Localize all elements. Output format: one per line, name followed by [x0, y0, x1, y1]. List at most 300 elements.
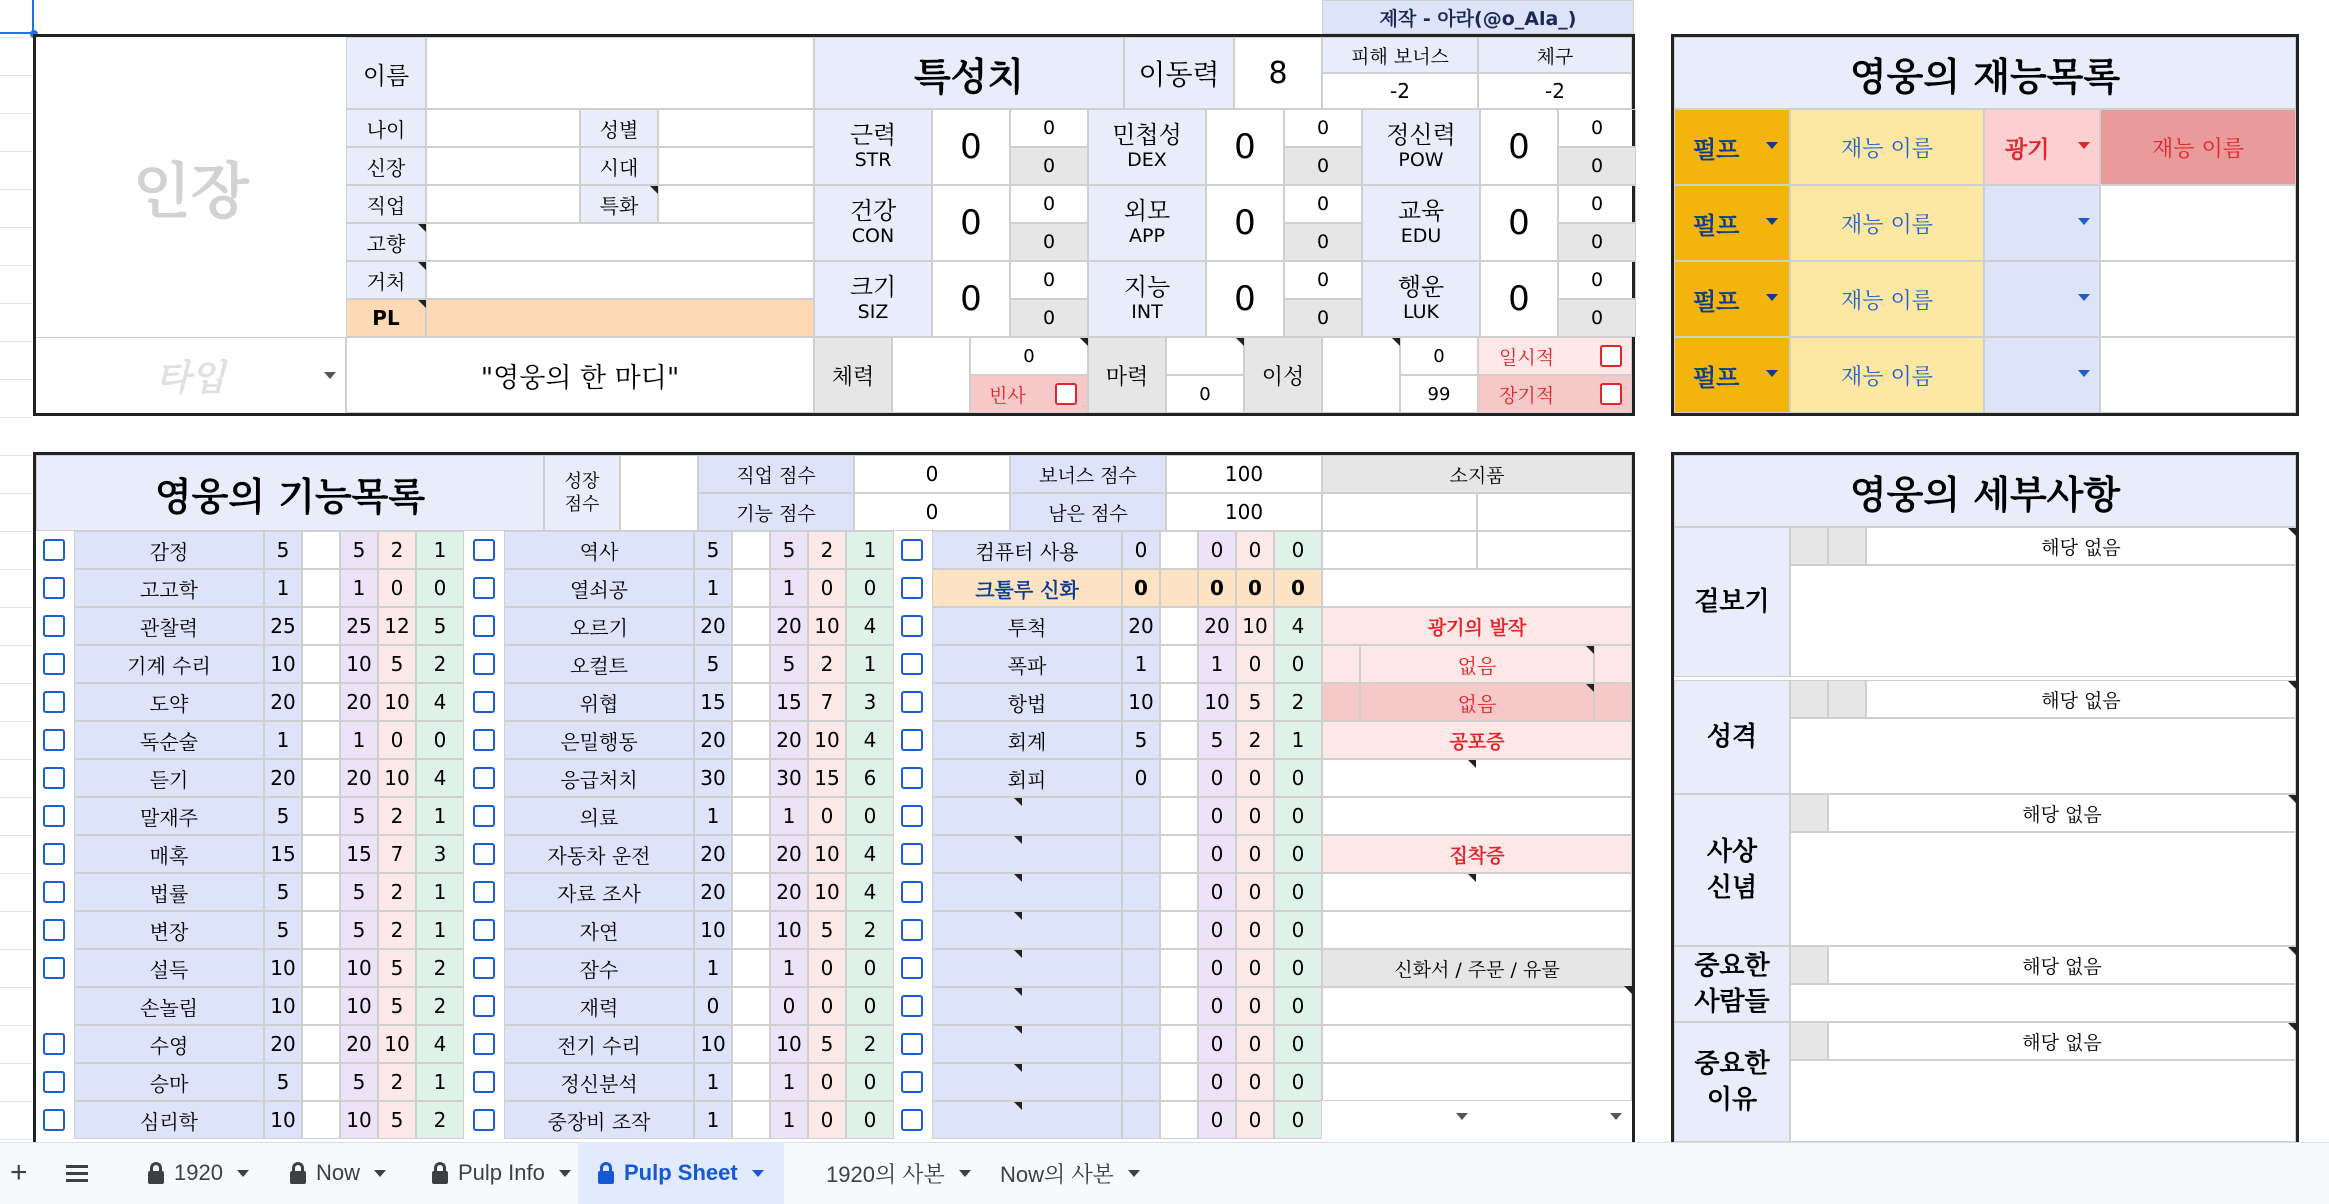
skill-name[interactable]: 재력 [504, 987, 694, 1025]
skill-checkbox[interactable] [43, 615, 65, 637]
skill-name[interactable]: 감정 [74, 531, 264, 569]
skill-points-field[interactable] [1160, 1063, 1198, 1101]
skill-name[interactable]: 전기 수리 [504, 1025, 694, 1063]
skill-half: 0 [808, 949, 846, 987]
detail-notes-field[interactable] [1790, 718, 2296, 794]
skill-points-field[interactable] [302, 531, 340, 569]
talent-type-select[interactable]: 펄프 [1674, 261, 1790, 337]
skill-name[interactable]: 크툴루 신화 [932, 569, 1122, 607]
skill-checkbox[interactable] [43, 1071, 65, 1093]
dying-checkbox[interactable] [1055, 383, 1077, 405]
madness-bout-value[interactable]: 없음 [1360, 683, 1594, 721]
detail-tag-field[interactable] [1828, 527, 1866, 565]
lock-icon [432, 1162, 448, 1184]
sheet-tab-pulp-sheet[interactable] [578, 1142, 784, 1204]
inventory-item[interactable] [1322, 1063, 1632, 1101]
talent-name[interactable]: 재능 이름 [1790, 109, 1984, 185]
skill-points-field[interactable] [732, 721, 770, 759]
talent-type-select[interactable]: 펄프 [1674, 185, 1790, 261]
chevron-down-icon[interactable] [559, 1170, 571, 1177]
era-field[interactable] [658, 147, 814, 185]
skill-name[interactable]: 독순술 [74, 721, 264, 759]
skill-name[interactable]: 응급처치 [504, 759, 694, 797]
inventory-item[interactable] [1322, 569, 1632, 607]
lock-icon [598, 1162, 614, 1184]
chevron-down-icon[interactable] [752, 1170, 764, 1177]
skill-fifth: 0 [846, 987, 894, 1025]
chevron-down-icon [1610, 1113, 1622, 1120]
chevron-down-icon[interactable] [959, 1170, 971, 1177]
skill-points-field[interactable] [1160, 1101, 1198, 1139]
skill-name[interactable]: 듣기 [74, 759, 264, 797]
sheet-tab-pulp-info[interactable] [432, 1142, 571, 1204]
skill-name[interactable] [932, 1063, 1122, 1101]
madness-talent-select[interactable]: 광기 [1984, 109, 2100, 185]
detail-notes-field[interactable] [1790, 832, 2296, 946]
note-marker-icon [1014, 1026, 1022, 1034]
skill-half: 0 [1236, 873, 1274, 911]
talent-type-select[interactable]: 펄프 [1674, 109, 1790, 185]
indefinite-insanity-checkbox[interactable] [1600, 383, 1622, 405]
skill-points-field[interactable] [1160, 797, 1198, 835]
skill-checkbox[interactable] [43, 577, 65, 599]
skill-checkbox[interactable] [43, 767, 65, 789]
chevron-down-icon [1766, 142, 1778, 149]
stat-value-con[interactable]: 0 [932, 185, 1010, 261]
name-field[interactable] [426, 37, 814, 109]
skill-points-field[interactable] [732, 569, 770, 607]
skill-checkbox[interactable] [473, 539, 495, 561]
skill-points-field[interactable] [732, 607, 770, 645]
era-label: 시대 [580, 147, 658, 185]
move-label: 이동력 [1124, 37, 1234, 109]
growth-points-field[interactable] [620, 455, 698, 531]
add-sheet-button[interactable]: + [10, 1156, 28, 1189]
note-marker-icon [1014, 874, 1022, 882]
skill-base: 5 [264, 531, 302, 569]
skill-total: 30 [770, 759, 808, 797]
height-field[interactable] [426, 147, 580, 185]
skill-name[interactable]: 은밀행동 [504, 721, 694, 759]
sanity-value[interactable]: 0 [1400, 337, 1478, 375]
skill-name[interactable]: 수영 [74, 1025, 264, 1063]
detail-value[interactable]: 해당 없음 [1866, 527, 2296, 565]
skill-checkbox[interactable] [43, 881, 65, 903]
skill-checkbox[interactable] [43, 919, 65, 941]
inventory-item[interactable] [1322, 531, 1477, 569]
skill-fifth: 6 [846, 759, 894, 797]
skill-checkbox[interactable] [473, 881, 495, 903]
skill-checkbox[interactable] [473, 843, 495, 865]
skill-checkbox[interactable] [473, 805, 495, 827]
skill-checkbox[interactable] [901, 767, 923, 789]
detail-tag-field[interactable] [1790, 680, 1828, 718]
skill-total: 0 [1198, 797, 1236, 835]
skill-points-label: 기능 점수 [698, 493, 854, 531]
hp-max-field[interactable] [892, 337, 970, 413]
skill-half: 2 [1236, 721, 1274, 759]
inventory-item[interactable] [1322, 493, 1477, 531]
skill-checkbox[interactable] [901, 691, 923, 713]
skill-name[interactable] [932, 1025, 1122, 1063]
skill-points-field[interactable] [1160, 949, 1198, 987]
skill-name[interactable] [932, 949, 1122, 987]
skill-points-field[interactable] [732, 949, 770, 987]
detail-notes-field[interactable] [1790, 984, 2296, 1022]
skill-fifth: 4 [416, 683, 464, 721]
skill-checkbox[interactable] [901, 995, 923, 1017]
skill-name[interactable] [932, 873, 1122, 911]
madness-talent-name[interactable] [2100, 337, 2296, 413]
skill-checkbox[interactable] [473, 615, 495, 637]
talent-name[interactable]: 재능 이름 [1790, 261, 1984, 337]
skill-points-field[interactable] [1160, 645, 1198, 683]
skill-checkbox[interactable] [43, 539, 65, 561]
inventory-item[interactable] [1322, 873, 1632, 911]
skill-checkbox[interactable] [473, 767, 495, 789]
skill-name[interactable]: 의료 [504, 797, 694, 835]
skill-checkbox[interactable] [901, 805, 923, 827]
skill-checkbox[interactable] [43, 1109, 65, 1131]
skill-name[interactable]: 중장비 조작 [504, 1101, 694, 1139]
skill-name[interactable]: 변장 [74, 911, 264, 949]
skill-points-field[interactable] [302, 759, 340, 797]
skill-total: 1 [770, 569, 808, 607]
skill-points-field[interactable] [1160, 911, 1198, 949]
skill-name[interactable]: 자료 조사 [504, 873, 694, 911]
inventory-item[interactable] [1322, 1025, 1632, 1063]
madness-bout-value[interactable]: 없음 [1360, 645, 1594, 683]
skill-points-field[interactable] [302, 949, 340, 987]
skill-fifth: 2 [416, 1101, 464, 1139]
skill-name[interactable]: 잠수 [504, 949, 694, 987]
detail-value[interactable]: 해당 없음 [1828, 1022, 2296, 1060]
skill-name[interactable]: 위협 [504, 683, 694, 721]
hp-label: 체력 [814, 337, 892, 413]
indefinite-insanity-label: 장기적 [1478, 375, 1632, 413]
skill-points-field[interactable] [302, 1063, 340, 1101]
inventory-item[interactable] [1477, 493, 1632, 531]
skill-points-field[interactable] [1160, 873, 1198, 911]
skill-name[interactable]: 기계 수리 [74, 645, 264, 683]
inventory-side-cell[interactable] [1594, 683, 1632, 721]
mp-max-field[interactable] [1166, 337, 1244, 375]
skill-points-field[interactable] [302, 645, 340, 683]
skill-checkbox[interactable] [901, 919, 923, 941]
detail-tag-field[interactable] [1790, 946, 1828, 984]
type-select[interactable] [36, 337, 346, 413]
note-marker-icon [2288, 795, 2296, 803]
stat-fifth-pow: 0 [1558, 147, 1636, 185]
skill-name[interactable]: 승마 [74, 1063, 264, 1101]
skill-total: 1 [340, 569, 378, 607]
temporary-insanity-checkbox[interactable] [1600, 345, 1622, 367]
skill-name[interactable]: 항법 [932, 683, 1122, 721]
skill-checkbox[interactable] [901, 577, 923, 599]
skill-name[interactable]: 법률 [74, 873, 264, 911]
skill-points-field[interactable] [1160, 987, 1198, 1025]
skill-points-field[interactable] [732, 1025, 770, 1063]
skill-points-field[interactable] [1160, 531, 1198, 569]
skill-points-field[interactable] [302, 569, 340, 607]
skill-points-field[interactable] [732, 911, 770, 949]
sheet-tab-now[interactable] [290, 1142, 386, 1204]
talent-type-select[interactable]: 펄프 [1674, 337, 1790, 413]
stat-half-app: 0 [1284, 185, 1362, 223]
skill-points-field[interactable] [732, 759, 770, 797]
inventory-side-cell[interactable] [1322, 683, 1360, 721]
skill-fifth: 0 [1274, 835, 1322, 873]
hometown-label: 고향 [346, 223, 426, 261]
skill-name[interactable] [932, 835, 1122, 873]
skill-checkbox[interactable] [901, 1109, 923, 1131]
inventory-side-cell[interactable] [1594, 645, 1632, 683]
skill-fifth: 1 [846, 645, 894, 683]
detail-notes-field[interactable] [1790, 565, 2296, 677]
skill-name[interactable]: 고고학 [74, 569, 264, 607]
age-field[interactable] [426, 109, 580, 147]
skill-base: 5 [264, 797, 302, 835]
madness-talent-name[interactable] [2100, 185, 2296, 261]
move-value[interactable]: 8 [1234, 37, 1322, 109]
skill-total: 25 [340, 607, 378, 645]
skill-name[interactable]: 자연 [504, 911, 694, 949]
skill-checkbox[interactable] [901, 881, 923, 903]
skill-points-field[interactable] [302, 987, 340, 1025]
skill-points-field[interactable] [732, 645, 770, 683]
seal-placeholder[interactable]: 인장 [133, 157, 249, 227]
skill-checkbox[interactable] [43, 957, 65, 979]
detail-tag-field[interactable] [1790, 527, 1828, 565]
skill-checkbox[interactable] [901, 653, 923, 675]
skill-points-field[interactable] [732, 873, 770, 911]
hero-quote[interactable]: "영웅의 한 마디" [346, 337, 814, 413]
skill-name[interactable]: 열쇠공 [504, 569, 694, 607]
hp-value[interactable]: 0 [970, 337, 1088, 375]
skill-name[interactable]: 자동차 운전 [504, 835, 694, 873]
skill-points-field[interactable] [1160, 569, 1198, 607]
all-sheets-menu-icon[interactable] [66, 1163, 88, 1183]
skill-total: 5 [340, 531, 378, 569]
note-marker-icon [1014, 836, 1022, 844]
skill-base: 0 [1122, 569, 1160, 607]
dying-label: 빈사 [970, 375, 1088, 413]
mp-value[interactable]: 0 [1166, 375, 1244, 413]
skill-points-field[interactable] [732, 683, 770, 721]
bonus-points-value[interactable]: 100 [1166, 455, 1322, 493]
skill-name[interactable]: 말재주 [74, 797, 264, 835]
age-label: 나이 [346, 109, 426, 147]
specialty-field[interactable] [658, 185, 814, 223]
skill-checkbox[interactable] [43, 691, 65, 713]
skill-name[interactable]: 투척 [932, 607, 1122, 645]
skill-points-field[interactable] [732, 797, 770, 835]
residence-field[interactable] [426, 261, 814, 299]
skill-name[interactable]: 회계 [932, 721, 1122, 759]
inventory-item[interactable] [1322, 797, 1632, 835]
skill-name[interactable]: 도약 [74, 683, 264, 721]
skill-checkbox[interactable] [901, 729, 923, 751]
skill-half: 5 [378, 987, 416, 1025]
stat-half-int: 0 [1284, 261, 1362, 299]
stat-value-pow[interactable]: 0 [1480, 109, 1558, 185]
skill-points-field[interactable] [1160, 1025, 1198, 1063]
skill-points-field[interactable] [1160, 759, 1198, 797]
skill-points-field[interactable] [1160, 683, 1198, 721]
skill-half: 2 [378, 1063, 416, 1101]
skill-checkbox[interactable] [901, 615, 923, 637]
skill-points-field[interactable] [302, 683, 340, 721]
skill-name[interactable]: 설득 [74, 949, 264, 987]
detail-tag-field[interactable] [1790, 1022, 1828, 1060]
note-marker-icon [1586, 646, 1594, 654]
skill-points-field[interactable] [302, 1025, 340, 1063]
skill-total: 0 [1198, 835, 1236, 873]
skill-checkbox[interactable] [43, 729, 65, 751]
hometown-field[interactable] [426, 223, 814, 261]
skill-name[interactable]: 컴퓨터 사용 [932, 531, 1122, 569]
skill-total: 20 [340, 1025, 378, 1063]
note-marker-icon [418, 300, 426, 308]
skill-checkbox[interactable] [473, 653, 495, 675]
skill-name[interactable] [932, 1101, 1122, 1139]
skill-points-field[interactable] [302, 797, 340, 835]
skill-total: 20 [1198, 607, 1236, 645]
detail-notes-field[interactable] [1790, 1060, 2296, 1142]
sheet-tab-now의-사본[interactable] [1000, 1142, 1140, 1204]
skill-checkbox[interactable] [901, 843, 923, 865]
skill-points-field[interactable] [1160, 607, 1198, 645]
skill-base: 0 [1122, 531, 1160, 569]
skill-name[interactable]: 오르기 [504, 607, 694, 645]
chevron-down-icon[interactable] [1128, 1170, 1140, 1177]
stat-value-int[interactable]: 0 [1206, 261, 1284, 337]
talent-name[interactable]: 재능 이름 [1790, 337, 1984, 413]
inventory-item[interactable] [1477, 531, 1632, 569]
skill-half: 0 [808, 987, 846, 1025]
chevron-down-icon[interactable] [374, 1170, 386, 1177]
skill-name[interactable]: 매혹 [74, 835, 264, 873]
stat-label-app [1088, 185, 1206, 261]
sheet-tab-1920의-사본[interactable] [826, 1142, 971, 1204]
inventory-item[interactable] [1322, 759, 1632, 797]
skill-name[interactable]: 폭파 [932, 645, 1122, 683]
stat-value-edu[interactable]: 0 [1480, 185, 1558, 261]
skill-checkbox[interactable] [473, 1033, 495, 1055]
skill-base: 20 [694, 873, 732, 911]
skill-checkbox[interactable] [901, 1033, 923, 1055]
skill-checkbox[interactable] [43, 843, 65, 865]
stat-value-dex[interactable]: 0 [1206, 109, 1284, 185]
skill-name[interactable]: 정신분석 [504, 1063, 694, 1101]
detail-value[interactable]: 해당 없음 [1828, 794, 2296, 832]
stat-value-luk[interactable]: 0 [1480, 261, 1558, 337]
skill-checkbox[interactable] [473, 995, 495, 1017]
skill-checkbox[interactable] [473, 691, 495, 713]
skill-checkbox[interactable] [473, 729, 495, 751]
job-field[interactable] [426, 185, 580, 223]
skill-points-field[interactable] [732, 987, 770, 1025]
stat-abbr: POW [1398, 148, 1444, 171]
skill-points-field[interactable] [302, 911, 340, 949]
stat-value-siz[interactable]: 0 [932, 261, 1010, 337]
skill-name[interactable] [932, 987, 1122, 1025]
skill-points-field[interactable] [732, 1101, 770, 1139]
detail-value[interactable]: 해당 없음 [1866, 680, 2296, 718]
skill-points-field[interactable] [302, 835, 340, 873]
skill-name[interactable]: 회피 [932, 759, 1122, 797]
talent-name[interactable]: 재능 이름 [1790, 185, 1984, 261]
note-marker-icon [1014, 912, 1022, 920]
skill-checkbox[interactable] [473, 957, 495, 979]
skill-points-field[interactable] [302, 1101, 340, 1139]
skill-points-field[interactable] [732, 835, 770, 873]
skill-base: 20 [694, 835, 732, 873]
skill-checkbox[interactable] [473, 1109, 495, 1131]
detail-tag-field[interactable] [1790, 794, 1828, 832]
skill-checkbox[interactable] [473, 577, 495, 599]
skill-name[interactable] [932, 911, 1122, 949]
skill-name[interactable]: 오컬트 [504, 645, 694, 683]
skill-checkbox[interactable] [901, 957, 923, 979]
chevron-down-icon [2078, 294, 2090, 301]
sex-field[interactable] [658, 109, 814, 147]
skill-checkbox[interactable] [473, 919, 495, 941]
skill-points-field[interactable] [732, 531, 770, 569]
inventory-item[interactable] [1322, 987, 1632, 1025]
skill-name[interactable]: 관찰력 [74, 607, 264, 645]
madness-talent-name[interactable]: 재능 이름 [2100, 109, 2296, 185]
stat-name: 지능 [1123, 273, 1171, 302]
skill-total: 5 [1198, 721, 1236, 759]
inventory-side-cell[interactable] [1322, 645, 1360, 683]
skill-checkbox[interactable] [901, 539, 923, 561]
skill-checkbox[interactable] [43, 805, 65, 827]
skill-fifth: 0 [416, 721, 464, 759]
skill-checkbox[interactable] [43, 653, 65, 675]
skill-points-field[interactable] [1160, 721, 1198, 759]
skill-points-field[interactable] [302, 721, 340, 759]
detail-value[interactable]: 해당 없음 [1828, 946, 2296, 984]
stat-value-app[interactable]: 0 [1206, 185, 1284, 261]
stat-half-str: 0 [1010, 109, 1088, 147]
skill-total: 20 [770, 835, 808, 873]
skill-checkbox[interactable] [473, 1071, 495, 1093]
inventory-item[interactable] [1322, 911, 1632, 949]
skill-points-field[interactable] [732, 1063, 770, 1101]
skill-points-field[interactable] [1160, 835, 1198, 873]
sheet-tab-1920[interactable] [148, 1142, 249, 1204]
pl-field[interactable] [426, 299, 814, 337]
skill-fifth: 2 [416, 645, 464, 683]
skill-name[interactable]: 손놀림 [74, 987, 264, 1025]
skill-half: 0 [808, 1101, 846, 1139]
skill-fifth: 0 [846, 949, 894, 987]
skill-name[interactable]: 심리학 [74, 1101, 264, 1139]
sanity-start-field[interactable] [1322, 337, 1400, 413]
detail-tag-field[interactable] [1828, 680, 1866, 718]
chevron-down-icon[interactable] [237, 1170, 249, 1177]
skill-checkbox[interactable] [901, 1071, 923, 1093]
skill-points-field[interactable] [302, 873, 340, 911]
skill-checkbox[interactable] [43, 1033, 65, 1055]
madness-talent-name[interactable] [2100, 261, 2296, 337]
stat-value-str[interactable]: 0 [932, 109, 1010, 185]
chevron-down-icon [1766, 370, 1778, 377]
skill-name[interactable]: 역사 [504, 531, 694, 569]
skill-name[interactable] [932, 797, 1122, 835]
skill-points-field[interactable] [302, 607, 340, 645]
